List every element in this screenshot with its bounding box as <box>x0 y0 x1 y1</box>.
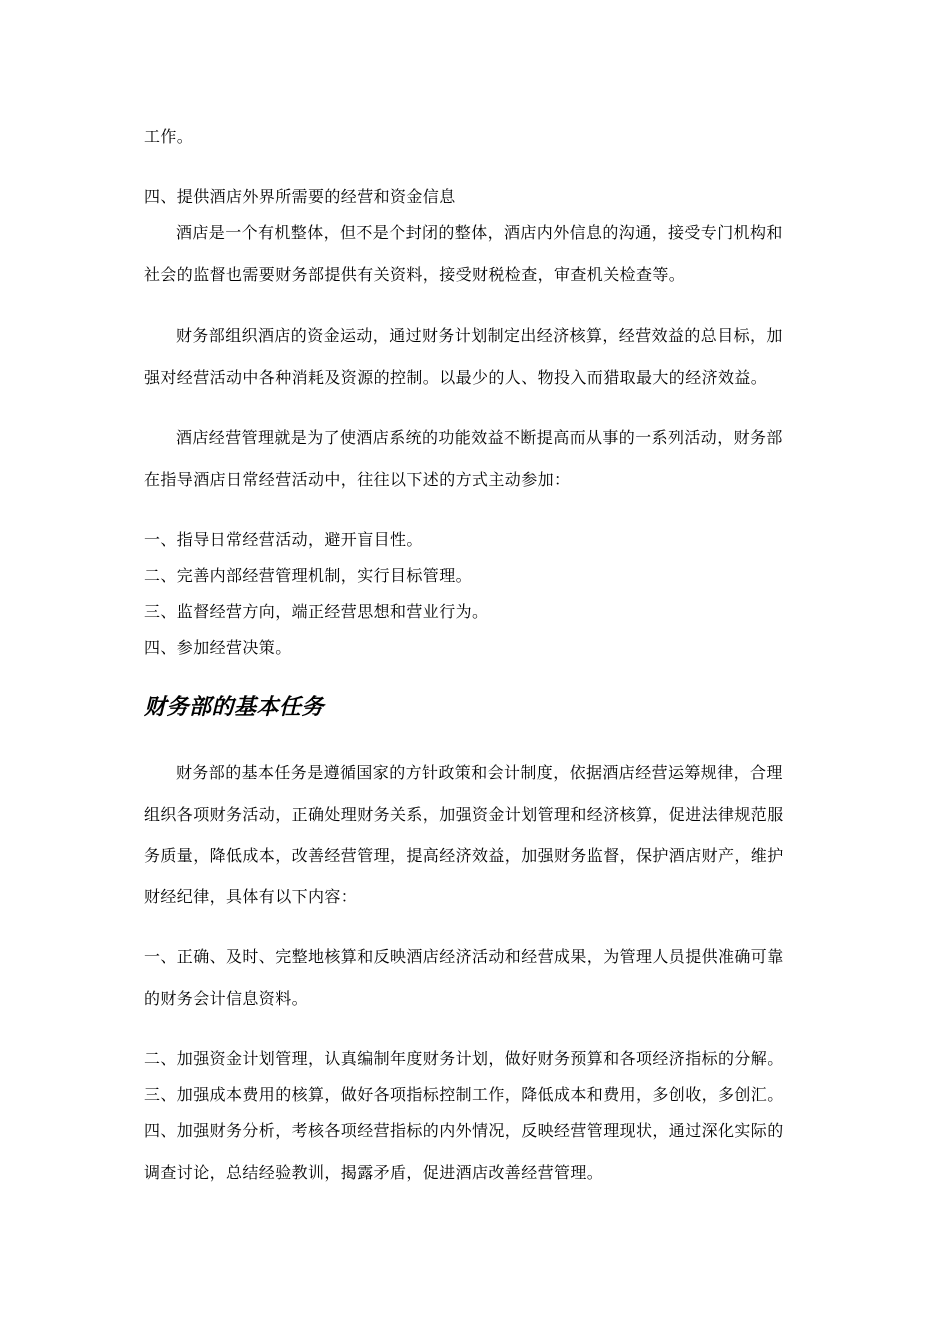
list-item: 四、参加经营决策。 <box>144 638 292 657</box>
intro-line3: 务质量，降低成本，改善经营管理，提高经济效益，加强财务监督，保护酒店财产，维护 <box>144 846 784 865</box>
task-item1-line2: 的财务会计信息资料。 <box>144 989 309 1008</box>
intro-line1: 财务部的基本任务是遵循国家的方针政策和会计制度，依据酒店经营运筹规律，合理 <box>176 763 783 782</box>
task-item3: 三、加强成本费用的核算，做好各项指标控制工作，降低成本和费用，多创收，多创汇。 <box>144 1085 784 1104</box>
para2-line2: 强对经营活动中各种消耗及资源的控制。以最少的人、物投入而猎取最大的经济效益。 <box>144 368 768 387</box>
section-heading: 财务部的基本任务 <box>144 695 325 720</box>
task-item1-line1: 一、正确、及时、完整地核算和反映酒店经济活动和经营成果，为管理人员提供准确可靠 <box>144 947 784 966</box>
para2-line1: 财务部组织酒店的资金运动，通过财务计划制定出经济核算，经营效益的总目标，加 <box>176 326 783 345</box>
intro-line4: 财经纪律，具体有以下内容： <box>144 887 358 906</box>
para1-line2: 社会的监督也需要财务部提供有关资料，接受财税检查，审查机关检查等。 <box>144 265 686 284</box>
intro-line2: 组织各项财务活动，正确处理财务关系，加强资金计划管理和经济核算，促进法律规范服 <box>144 805 784 824</box>
list-item: 三、监督经营方向，端正经营思想和营业行为。 <box>144 602 489 621</box>
list-item: 二、完善内部经营管理机制，实行目标管理。 <box>144 566 473 585</box>
para3-line1: 酒店经营管理就是为了使酒店系统的功能效益不断提高而从事的一系列活动，财务部 <box>176 428 783 447</box>
list-item: 一、指导日常经营活动，避开盲目性。 <box>144 530 423 549</box>
task-item2: 二、加强资金计划管理，认真编制年度财务计划，做好财务预算和各项经济指标的分解。 <box>144 1049 784 1068</box>
task-item4-line1: 四、加强财务分析，考核各项经营指标的内外情况，反映经营管理现状，通过深化实际的 <box>144 1121 784 1140</box>
item4-title: 四、提供酒店外界所需要的经营和资金信息 <box>144 187 456 206</box>
task-item4-line2: 调查讨论，总结经验教训，揭露矛盾，促进酒店改善经营管理。 <box>144 1163 604 1182</box>
continuation-text: 工作。 <box>144 127 194 146</box>
para3-line2: 在指导酒店日常经营活动中，往往以下述的方式主动参加： <box>144 470 571 489</box>
para1-line1: 酒店是一个有机整体，但不是个封闭的整体，酒店内外信息的沟通，接受专门机构和 <box>176 223 783 242</box>
